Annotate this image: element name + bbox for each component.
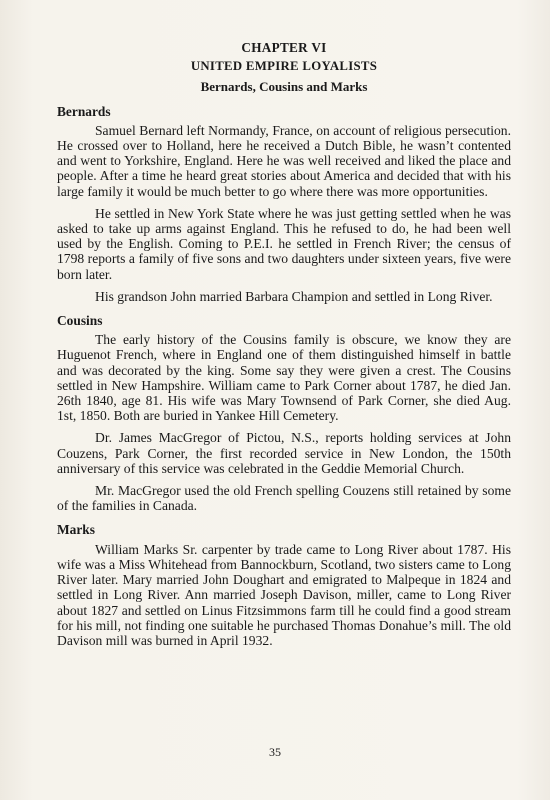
paragraph: Dr. James MacGregor of Pictou, N.S., reports holding services at John Couzens, Park Corner, the first recorded service in New London, the 150th anniversary of this service was celebrated in the Geddie Memorial Church. xyxy=(57,430,511,476)
section-heading: Cousins xyxy=(57,313,103,329)
paragraph: His grandson John married Barbara Champion and settled in Long River. xyxy=(95,288,493,304)
page-number: 35 xyxy=(269,745,281,759)
section-marks xyxy=(57,522,511,648)
paragraph: Samuel Bernard left Normandy, France, on account of religious persecution. He crossed over to Holland, here he received a Dutch Bible, he wasn’t contented and went to Yorkshire, England. Here he was well received and liked the place and people. After a time he heard great stories about America and decided that with his large family it would be much better to go where there was more opportunities. xyxy=(57,122,511,199)
page-content xyxy=(57,40,511,655)
section-heading: Marks xyxy=(57,522,95,538)
section-heading: Bernards xyxy=(57,103,111,119)
paragraph: William Marks Sr. carpenter by trade came to Long River about 1787. His wife was a Miss Whitehead from Bannockburn, Scotland, two sisters came to Long River later. Mary married John Doughart and emigrated to Malpeque in 1824 and settled in Long River. Ann married Joseph Davison, miller, came to Long River about 1827 and settled on Linus Fitzsimmons farm till he could find a good stream for his mill, not finding one suitable he purchased Thomas Donahue’s mill. The old Davison mill was burned in April 1932. xyxy=(57,541,511,648)
paragraph: Mr. MacGregor used the old French spelling Couzens still retained by some of the families in Canada. xyxy=(57,483,511,514)
chapter-number: CHAPTER VI xyxy=(241,40,327,55)
chapter-title: UNITED EMPIRE LOYALISTS xyxy=(190,59,378,74)
section-cousins xyxy=(57,313,511,513)
chapter-subtitle: Bernards, Cousins and Marks xyxy=(200,79,368,95)
section-bernards xyxy=(57,104,511,304)
paragraph: He settled in New York State where he was just getting settled when he was asked to take up arms against England. This he refused to do, he had been well used by the English. Coming to P.E.I. he settled in French River; the census of 1798 reports a family of five sons and two daughters under sixteen years, five were born later. xyxy=(57,205,511,282)
paragraph: The early history of the Cousins family is obscure, we know they are Huguenot French, where in England one of them distinguished himself in battle and was decorated by the king. Some say they were given a crest. The Cousins settled in New Hampshire. William came to Park Corner about 1787, he died Jan. 26th 1840, age 81. His wife was Mary Townsend of Park Corner, she died Aug. 1st, 1850. Both are buried in Yankee Hill Cemetery. xyxy=(57,332,511,424)
